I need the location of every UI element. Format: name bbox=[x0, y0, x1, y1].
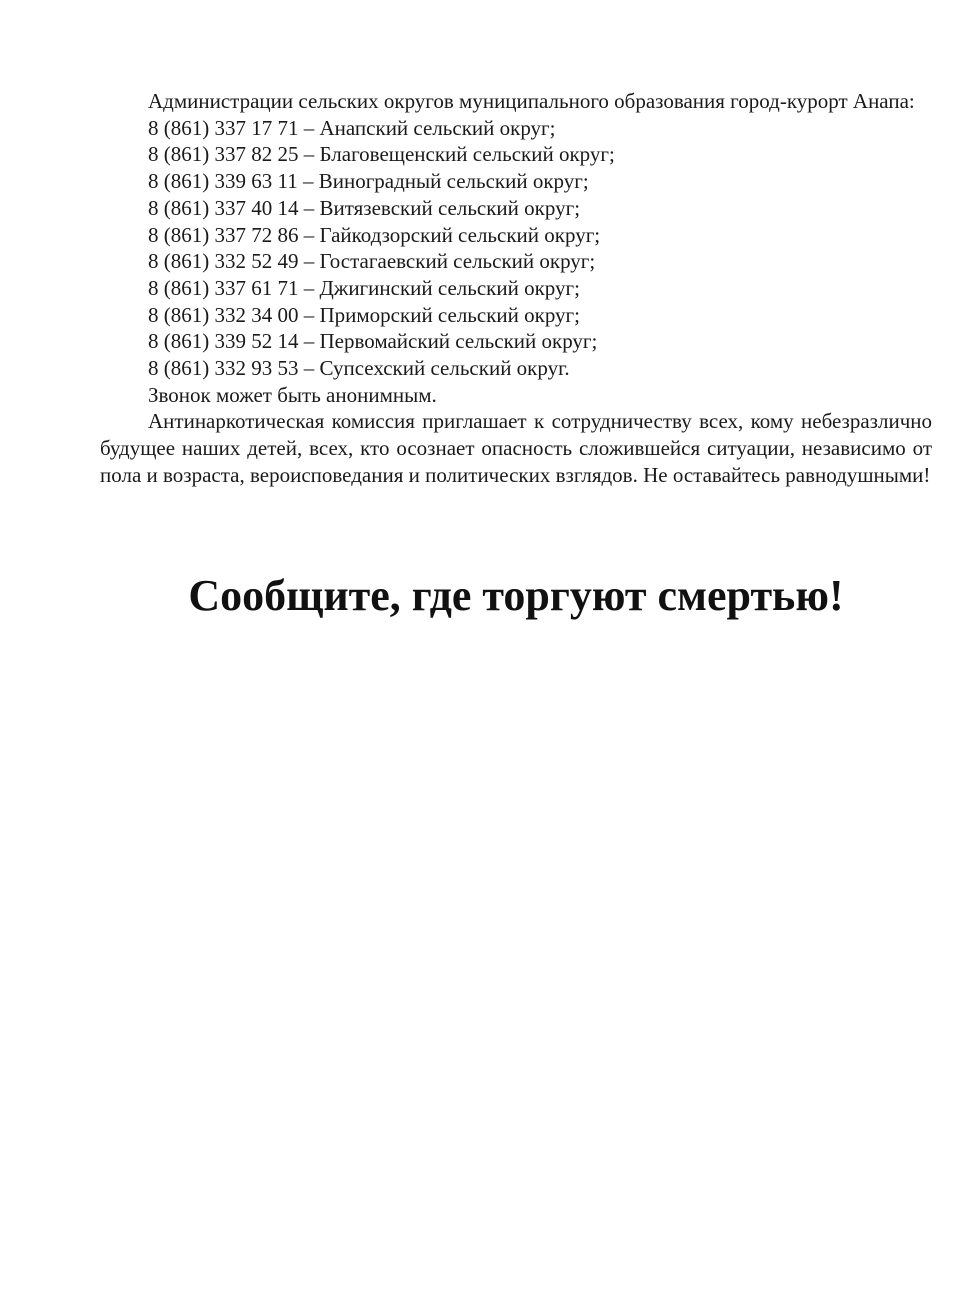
appeal-paragraph: Антинаркотическая комиссия приглашает к сотрудничеству всех, кому небезразлично будущее наших детей, всех, кто осознает опасность сложившейся ситуации, независимо от пола и возраста, вероисповедания и политических взглядов. Не оставайтесь равнодушными! bbox=[100, 409, 932, 487]
headline: Сообщите, где торгуют смертью! bbox=[188, 571, 844, 620]
phone-list-item: 8 (861) 332 93 53 – Супсехский сельский округ. bbox=[148, 356, 570, 381]
phone-list-item: 8 (861) 337 82 25 – Благовещенский сельский округ; bbox=[148, 142, 615, 167]
phone-list-item: 8 (861) 332 52 49 – Гостагаевский сельский округ; bbox=[148, 249, 596, 274]
phone-list-item: 8 (861) 339 63 11 – Виноградный сельский округ; bbox=[148, 169, 589, 194]
phone-list-item: 8 (861) 337 40 14 – Витязевский сельский округ; bbox=[148, 195, 581, 220]
phone-list-item: 8 (861) 337 61 71 – Джигинский сельский округ; bbox=[148, 275, 580, 300]
phone-list-item: 8 (861) 337 72 86 – Гайкодзорский сельский округ; bbox=[148, 222, 601, 247]
phone-list-item: 8 (861) 337 17 71 – Анапский сельский округ; bbox=[148, 115, 556, 140]
phone-list bbox=[100, 115, 932, 382]
phone-list-item: 8 (861) 332 34 00 – Приморский сельский округ; bbox=[148, 302, 581, 327]
anonymous-note: Звонок может быть анонимным. bbox=[148, 382, 437, 407]
phone-list-item: 8 (861) 339 52 14 – Первомайский сельский округ; bbox=[148, 329, 598, 354]
document-body bbox=[100, 88, 932, 489]
intro-paragraph: Администрации сельских округов муниципального образования город-курорт Анапа: bbox=[148, 89, 915, 113]
